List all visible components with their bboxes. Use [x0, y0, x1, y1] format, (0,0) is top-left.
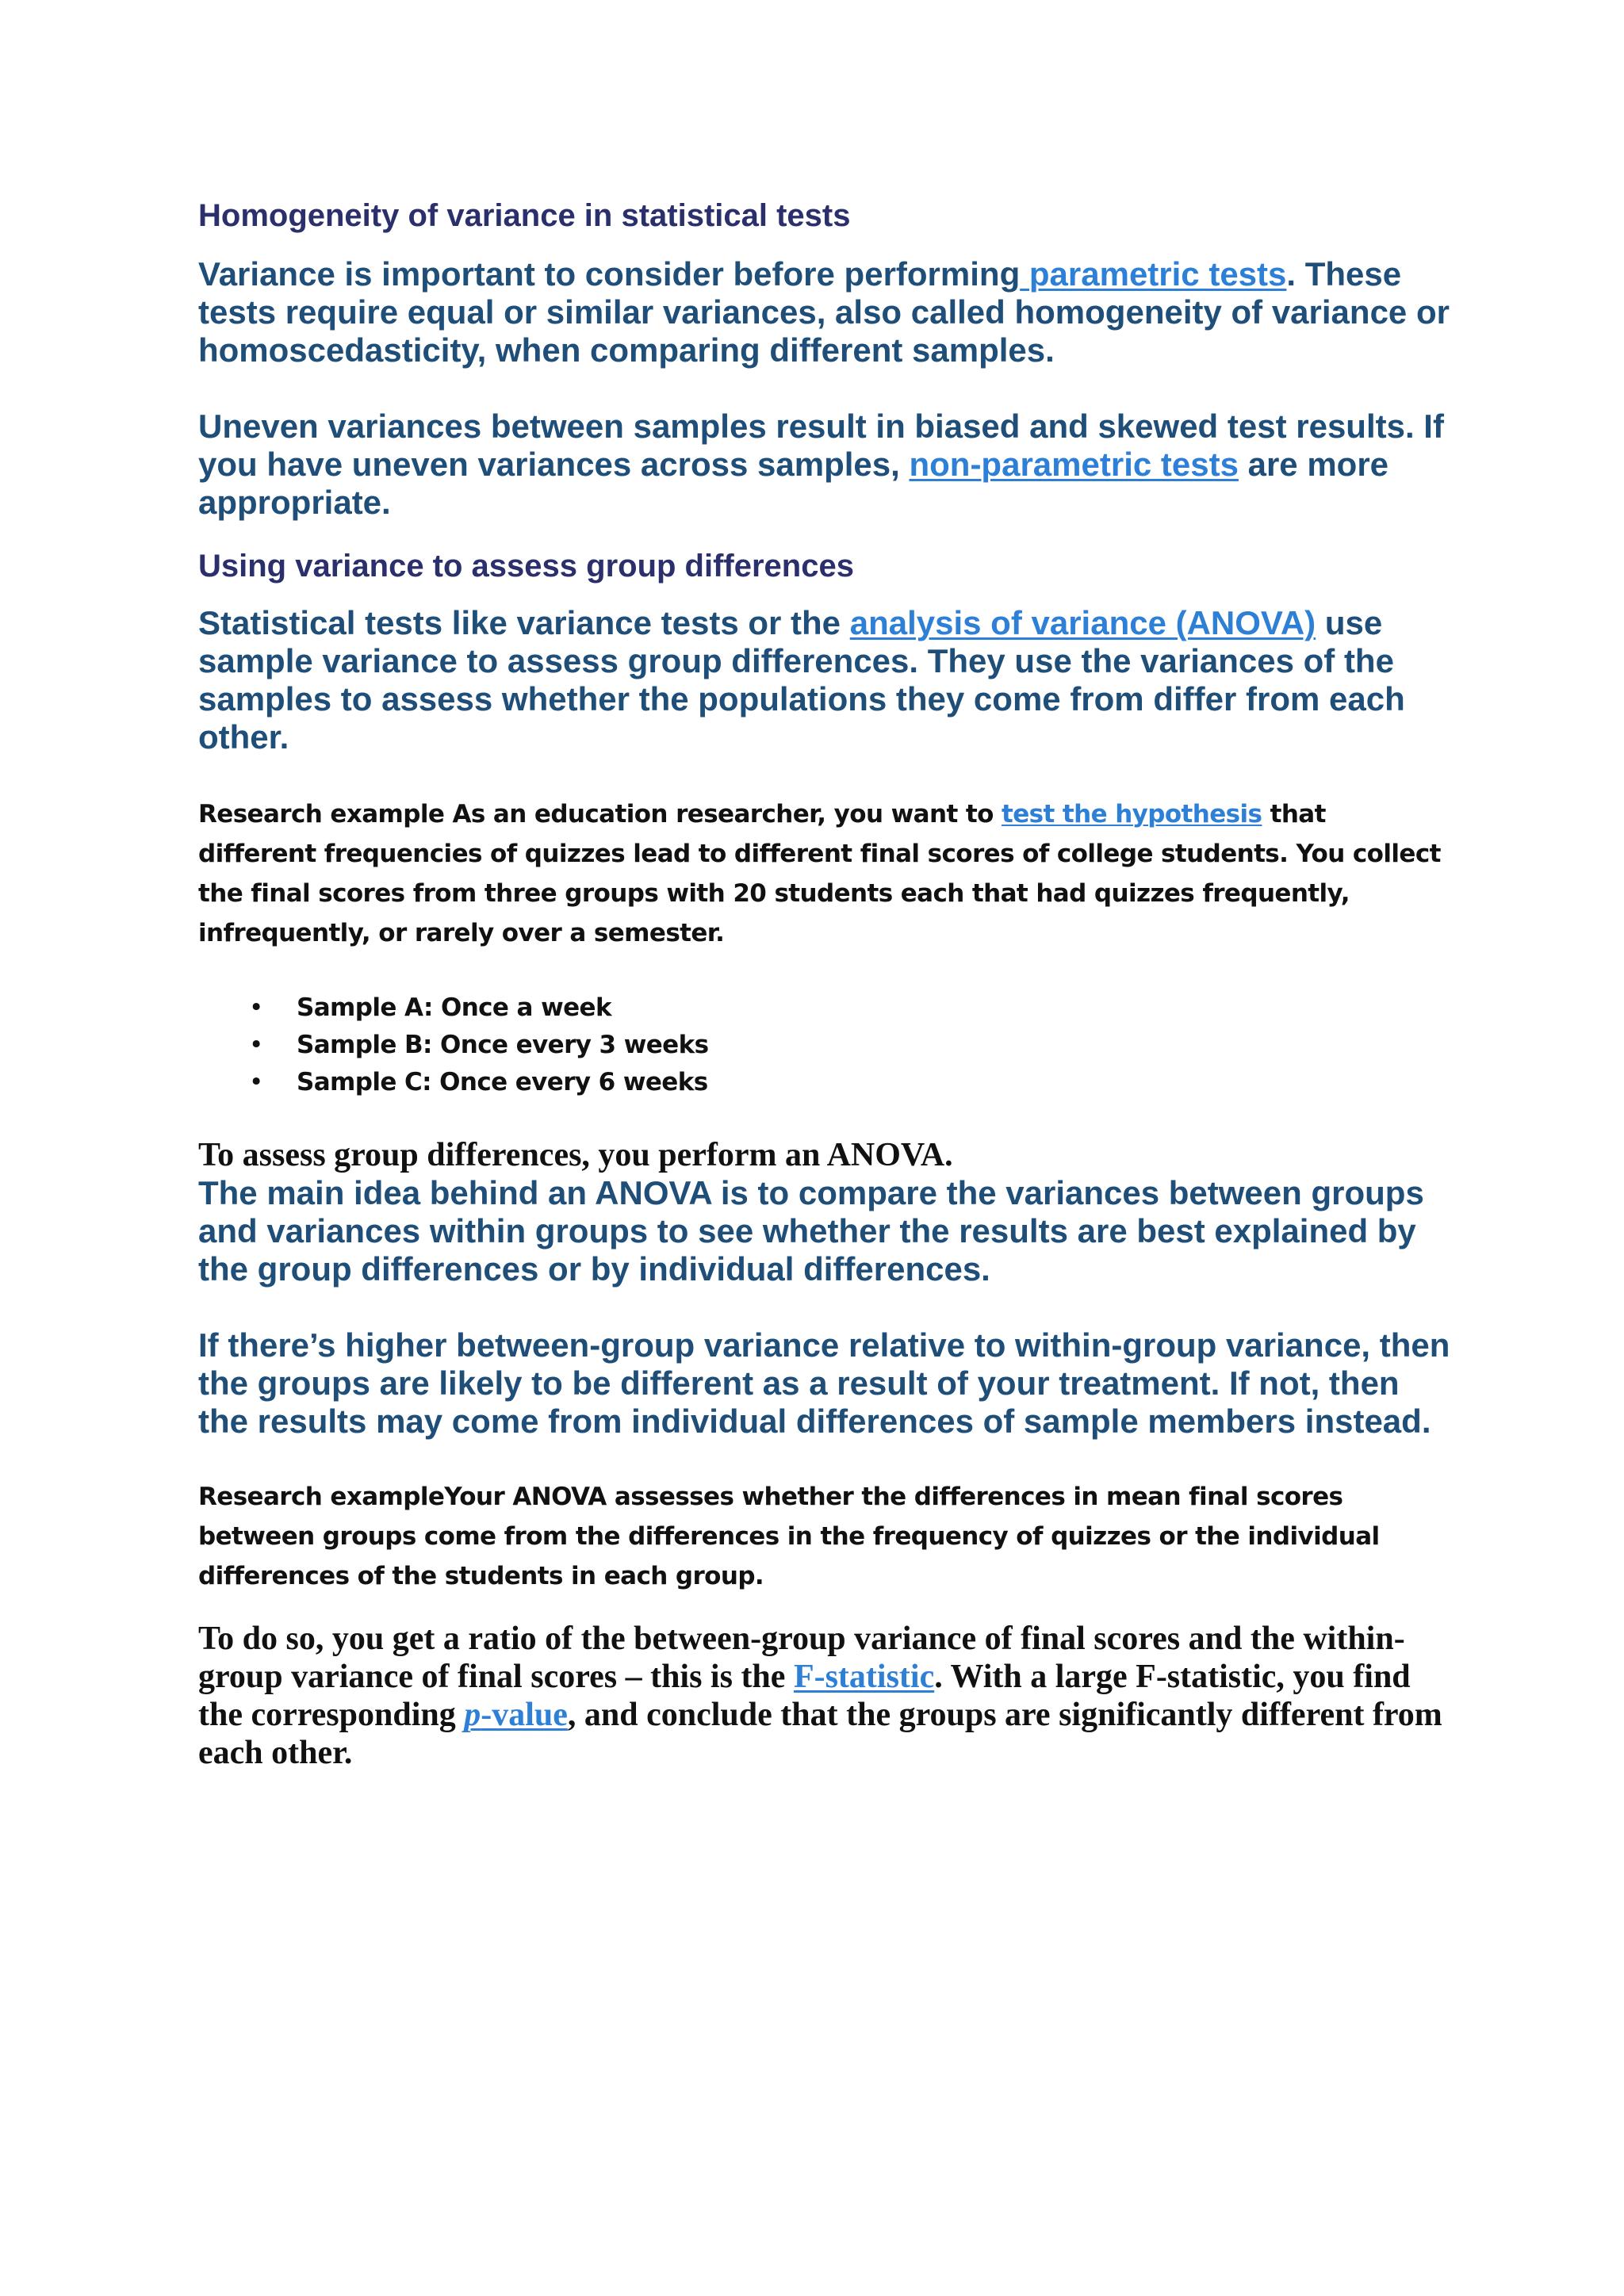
- list-item-text: Sample C: Once every 6 weeks: [297, 1068, 708, 1096]
- section-heading-group-differences: Using variance to assess group differences: [198, 549, 854, 584]
- research-example-quizzes: [198, 794, 1451, 953]
- text-segment: that different frequencies of quizzes lead to different final scores of college students. You collect the final scores from three groups with 20 students each that had quizzes frequently, infrequently, or rarely over a semester.: [198, 800, 1441, 947]
- text-segment: , and conclude that the groups are significantly different from each other.: [198, 1697, 1442, 1771]
- parametric-tests-link[interactable]: parametric tests: [1020, 255, 1287, 293]
- test-hypothesis-link[interactable]: test the hypothesis: [1001, 800, 1262, 828]
- paragraph-main-idea: The main idea behind an ANOVA is to compare the variances between groups and variances within groups to see whether the results are best explained by the group differences or by individual differences.: [198, 1174, 1424, 1288]
- list-item-sample-c: [198, 1064, 1451, 1101]
- paragraph-statistical-tests: [198, 604, 1451, 756]
- text-segment: . With a large F-statistic, you find the corresponding: [198, 1659, 1411, 1733]
- paragraph-higher-variance: If there’s higher between-group variance relative to within-group variance, then the groups are likely to be different as a result of your treatment. If not, then the results may come from individual differences of sample members instead.: [198, 1326, 1450, 1440]
- paragraph-uneven-variances: [198, 408, 1451, 522]
- text-segment: Variance is important to consider before performing: [198, 255, 1021, 293]
- f-statistic-link[interactable]: F-statistic: [793, 1659, 935, 1695]
- text-segment: Research example As an education researcher, you want to: [198, 800, 1002, 828]
- text-segment: are more appropriate.: [198, 446, 1389, 521]
- sample-list: [198, 989, 1451, 1101]
- paragraph-f-statistic: [198, 1620, 1451, 1772]
- section-heading-homogeneity: Homogeneity of variance in statistical tests: [198, 198, 851, 233]
- link-text: -value: [481, 1697, 568, 1733]
- text-segment: Uneven variances between samples result in biased and skewed test results. If you have uneven variances across samples,: [198, 408, 1444, 483]
- list-item-sample-a: [198, 989, 1451, 1027]
- list-item-text: Sample B: Once every 3 weeks: [297, 1031, 709, 1059]
- list-item-text: Sample A: Once a week: [297, 993, 611, 1022]
- bullet-icon: •: [249, 993, 263, 1022]
- text-segment: Statistical tests like variance tests or the: [198, 604, 850, 641]
- document-page: [198, 197, 1451, 1772]
- bullet-icon: •: [249, 1031, 263, 1059]
- bullet-icon: •: [249, 1068, 263, 1096]
- paragraph-variance-importance: [198, 255, 1451, 369]
- research-example-anova: Research exampleYour ANOVA assesses whether the differences in mean final scores between groups come from the differences in the frequency of quizzes or the individual differences of the students in each group.: [198, 1483, 1380, 1590]
- anova-link[interactable]: analysis of variance (ANOVA): [849, 604, 1316, 641]
- list-item-sample-b: [198, 1027, 1451, 1064]
- text-segment: . These tests require equal or similar variances, also called homogeneity of variance or homoscedasticity, when comparing different samples.: [198, 255, 1450, 369]
- p-italic-text: p: [464, 1697, 481, 1733]
- p-value-link[interactable]: [464, 1697, 568, 1733]
- paragraph-perform-anova: To assess group differences, you perform an ANOVA.: [198, 1137, 953, 1173]
- non-parametric-tests-link[interactable]: non-parametric tests: [909, 446, 1239, 483]
- text-segment: To do so, you get a ratio of the between-group variance of final scores and the within-group variance of final scores – this is the: [198, 1621, 1405, 1695]
- text-segment: use sample variance to assess group differences. They use the variances of the samples to assess whether the populations they come from differ from each other.: [198, 604, 1405, 756]
